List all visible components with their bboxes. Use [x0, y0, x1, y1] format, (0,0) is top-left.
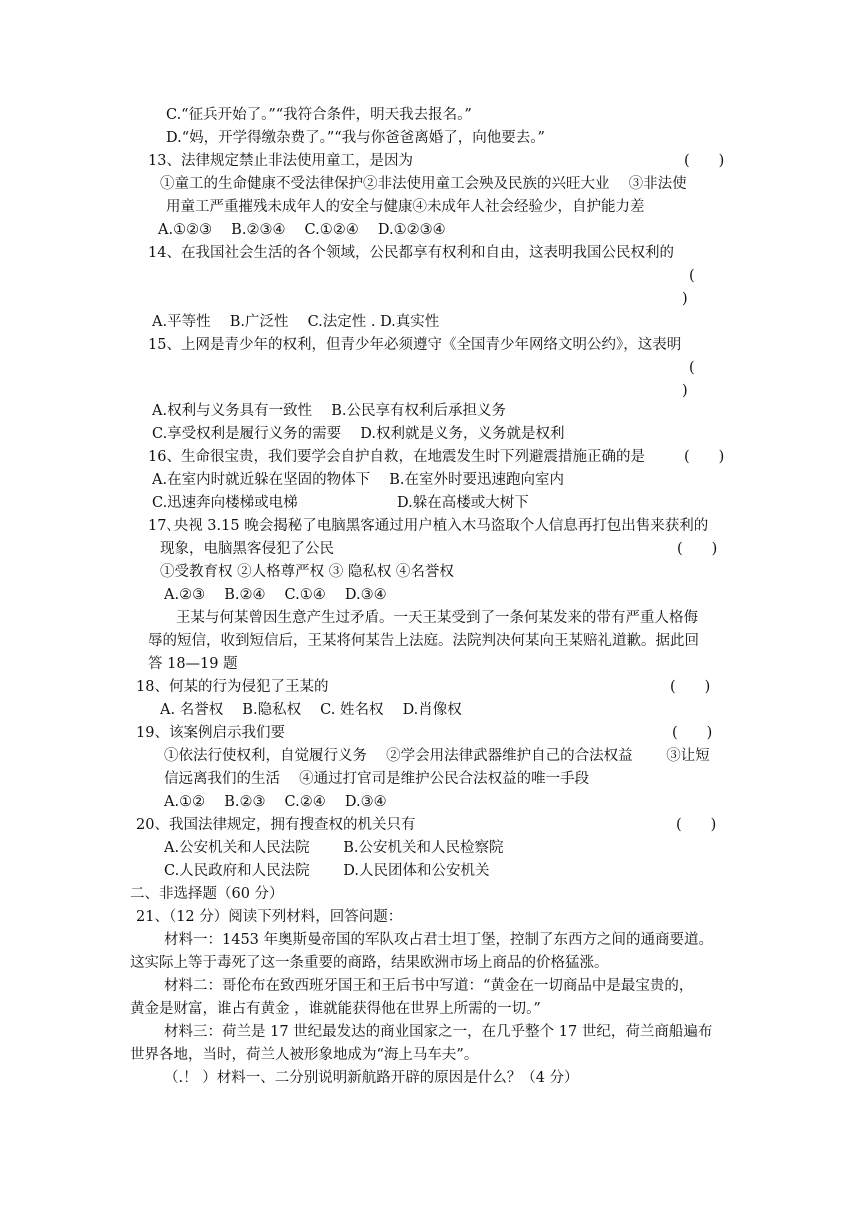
q20-answer-blank: ( ) — [676, 817, 717, 833]
q21-subquestion-1: （.！ ）材料一、二分别说明新航路开辟的原因是什么？（4 分） — [164, 1070, 579, 1086]
q19-stem: 19、该案例启示我们要 — [136, 725, 285, 741]
q17-statements: ①受教育权 ②人格尊严权 ③ 隐私权 ④名誉权 — [160, 564, 454, 580]
q17-stem-line1: 17､央视 3.15 晚会揭秘了电脑黑客通过用户植入木马盗取个人信息再打包出售来获利的 — [148, 518, 709, 534]
q17-options: A.②③ B.②④ C.①④ D.③④ — [164, 587, 387, 603]
q13-statements-line1: ①童工的生命健康不受法律保护②非法使用童工会殃及民族的兴旺大业 ③非法使 — [160, 176, 687, 192]
q15-options-cd: C.享受权利是履行义务的需要 D.权利就是义务，义务就是权利 — [152, 426, 565, 442]
section-heading-non-choice: 二、非选择题（60 分） — [130, 886, 284, 902]
q12-option-c: C.“征兵开始了。”“我符合条件，明天我去报名。” — [166, 107, 472, 123]
q16-answer-blank: ( ) — [684, 449, 725, 465]
q15-answer-blank-close: ) — [682, 383, 688, 399]
q21-material2-line1: 材料二：哥伦布在致西班牙国王和王后书中写道：“黄金在一切商品中是最宝贵的， — [164, 978, 694, 994]
q16-option-c: C.迅速奔向楼梯或电梯 — [152, 495, 298, 511]
q17-stem-line2: 现象，电脑黑客侵犯了公民 — [160, 541, 334, 557]
q17-answer-blank: ( ) — [677, 541, 718, 557]
q21-material1-line1: 材料一：1453 年奥斯曼帝国的军队攻占君士坦丁堡，控制了东西方之间的通商要道。 — [164, 932, 714, 948]
q21-material2-line2: 黄金是财富，谁占有黄金 ，谁就能获得他在世界上所需的一切。” — [130, 1001, 541, 1017]
q13-stem: 13、法律规定禁止非法使用童工，是因为 — [148, 153, 413, 169]
q13-answer-blank: ( ) — [684, 153, 725, 169]
q21-stem: 21、（12 分）阅读下列材料，回答问题： — [136, 909, 403, 925]
case-material-line1: 王某与何某曾因生意产生过矛盾。一天王某受到了一条何某发来的带有严重人格侮 — [176, 610, 698, 626]
q14-answer-blank-open: ( — [689, 268, 695, 284]
q12-option-d: D.“妈，开学得缴杂费了。”“我与你爸爸离婚了，向他要去。” — [166, 130, 545, 146]
q16-stem: 16、生命很宝贵，我们要学会自护自救，在地震发生时下列避震措施正确的是 — [148, 449, 645, 465]
q19-statements-line2: 信远离我们的生活 ④通过打官司是维护公民合法权益的唯一手段 — [164, 771, 590, 787]
case-material-line3: 答 18—19 题 — [148, 656, 238, 672]
q15-stem: 15、上网是青少年的权利，但青少年必须遵守《全国青少年网络文明公约》，这表明 — [148, 337, 682, 353]
q20-options-ab: A.公安机关和人民法院 B.公安机关和人民检察院 — [164, 840, 504, 856]
q18-answer-blank: ( ) — [670, 679, 711, 695]
q19-options: A.①② B.②③ C.②④ D.③④ — [164, 794, 387, 810]
q19-answer-blank: ( ) — [672, 725, 713, 741]
q15-options-ab: A.权利与义务具有一致性 B.公民享有权利后承担义务 — [152, 403, 506, 419]
q16-options-ab: A.在室内时就近躲在坚固的物体下 B.在室外时要迅速跑向室内 — [152, 472, 564, 488]
q21-material3-line2: 世界各地，当时，荷兰人被形象地成为“海上马车夫”。 — [130, 1047, 479, 1063]
q20-stem: 20、我国法律规定，拥有搜查权的机关只有 — [136, 817, 416, 833]
q14-answer-blank-close: ) — [682, 291, 688, 307]
q21-material3-line1: 材料三：荷兰是 17 世纪最发达的商业国家之一，在几乎整个 17 世纪，荷兰商船遍布 — [164, 1024, 713, 1040]
q18-stem: 18、何某的行为侵犯了王某的 — [136, 679, 329, 695]
q20-options-cd: C.人民政府和人民法院 D.人民团体和公安机关 — [164, 863, 490, 879]
q14-stem: 14、在我国社会生活的各个领域，公民都享有权利和自由，这表明我国公民权利的 — [148, 245, 674, 261]
q13-statements-line2: 用童工严重摧残未成年人的安全与健康④未成年人社会经验少，自护能力差 — [166, 199, 645, 215]
q13-options: A.①②③ B.②③④ C.①②④ D.①②③④ — [158, 222, 446, 238]
case-material-line2: 辱的短信，收到短信后，王某将何某告上法庭。法院判决何某向王某赔礼道歉。据此回 — [148, 633, 699, 649]
q15-answer-blank-open: ( — [689, 360, 695, 376]
q19-statements-line1: ①依法行使权利，自觉履行义务 ②学会用法律武器维护自己的合法权益 ③让短 — [164, 748, 710, 764]
q16-option-d: D.躲在高楼或大树下 — [397, 495, 529, 511]
q14-options: A.平等性 B.广泛性 C.法定性 . D.真实性 — [152, 314, 440, 330]
q18-options: A. 名誉权 B.隐私权 C. 姓名权 D.肖像权 — [160, 702, 462, 718]
q21-material1-line2: 这实际上等于毒死了这一条重要的商路，结果欧洲市场上商品的价格猛涨。 — [130, 955, 609, 971]
